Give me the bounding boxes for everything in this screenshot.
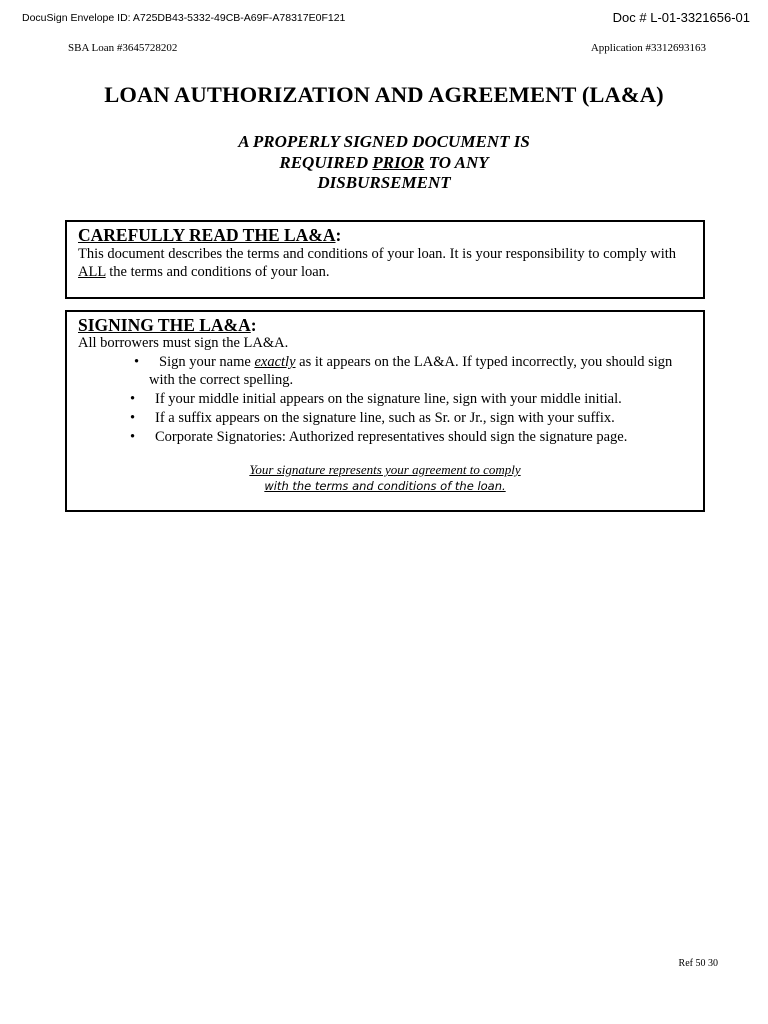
bullet-icon: • [130, 429, 136, 445]
read-box-heading-text: CAREFULLY READ THE LA&A [78, 225, 336, 245]
bullet-icon: • [130, 391, 136, 407]
reference-number: Ref 50 30 [678, 958, 718, 969]
signing-rules-list [127, 353, 702, 447]
bullet-3-text: If a suffix appears on the signature line, such as Sr. or Jr., sign with your suffix. [155, 410, 615, 426]
read-box-heading [78, 225, 341, 246]
bullet-1-post: as it appears on the LA&A. If typed incorrectly, you should sign [295, 354, 673, 370]
bullet-4-text: Corporate Signatories: Authorized representatives should sign the signature page. [155, 429, 628, 445]
read-box-heading-colon: : [335, 225, 342, 245]
read-box-text [78, 245, 703, 281]
sign-box [65, 310, 705, 512]
signature-agreement-note [67, 461, 703, 495]
subtitle [0, 132, 768, 194]
subtitle-line-1: A PROPERLY SIGNED DOCUMENT IS [238, 132, 530, 151]
bullet-icon: • [134, 354, 140, 370]
list-item [127, 390, 702, 408]
sign-box-intro: All borrowers must sign the LA&A. [78, 335, 289, 351]
signature-note-line-1: Your signature represents your agreement to comply [249, 462, 521, 477]
read-box-text-line-1: This document describes the terms and conditions of your loan. It is your responsibility to comply with [78, 246, 677, 262]
list-item [127, 353, 702, 389]
bullet-1-continuation: with the correct spelling. [149, 372, 294, 388]
page-title: LOAN AUTHORIZATION AND AGREEMENT (LA&A) [104, 82, 664, 107]
envelope-id: DocuSign Envelope ID: A725DB43-5332-49CB-A69F-A78317E0F121 [22, 12, 346, 24]
subtitle-line-2-pre: REQUIRED [279, 152, 373, 172]
read-box-text-line-2 [78, 263, 703, 281]
bullet-icon: • [130, 410, 136, 426]
list-item [127, 409, 702, 427]
sign-box-heading-text: SIGNING THE LA&A [78, 315, 251, 335]
sign-box-heading [78, 315, 257, 336]
read-box-text-line-2-rest: the terms and conditions of your loan. [105, 264, 330, 280]
read-box [65, 220, 705, 299]
sba-loan-number: SBA Loan #3645728202 [68, 42, 178, 54]
read-box-all-underlined: ALL [78, 264, 106, 280]
bullet-1-exactly: exactly [254, 354, 296, 370]
subtitle-line-2-post: TO ANY [424, 152, 489, 172]
subtitle-line-3: DISBURSEMENT [317, 173, 451, 192]
list-item [127, 428, 702, 446]
sign-box-heading-colon: : [250, 315, 257, 335]
subtitle-line-2 [0, 153, 768, 174]
subtitle-prior-underlined: PRIOR [372, 152, 425, 172]
doc-number: Doc # L-01-3321656-01 [612, 10, 750, 25]
bullet-1-pre: Sign your name [159, 354, 255, 370]
signature-note-line-2: with the terms and conditions of the loan. [264, 479, 506, 493]
application-number: Application #3312693163 [590, 42, 706, 54]
bullet-2-text: If your middle initial appears on the signature line, sign with your middle initial. [155, 391, 622, 407]
